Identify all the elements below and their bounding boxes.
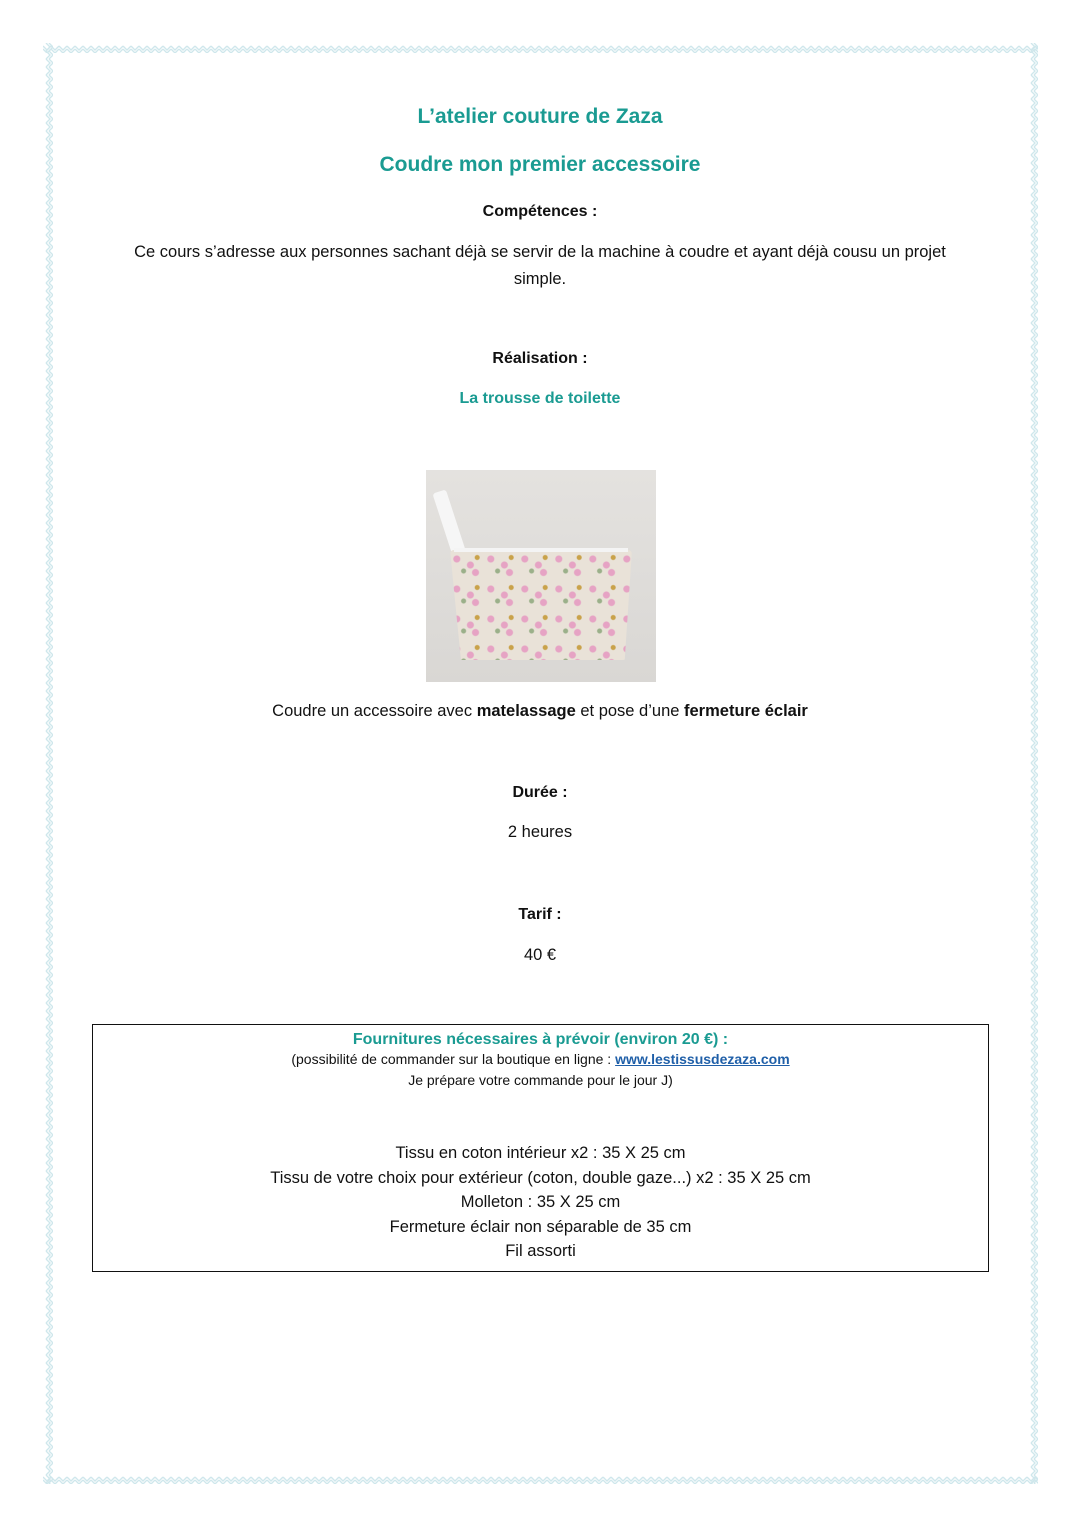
- tarif-label: Tarif :: [518, 906, 562, 923]
- document-title: L’atelier couture de Zaza: [417, 105, 663, 128]
- supplies-note-prefix: (possibilité de commander sur la boutique en ligne :: [291, 1051, 616, 1067]
- supplies-note-line2: Je prépare votre commande pour le jour J): [408, 1072, 673, 1088]
- border-top: [43, 43, 1038, 53]
- border-bottom: [43, 1474, 1038, 1484]
- pouch-zipper: [454, 548, 628, 552]
- supplies-title: Fournitures nécessaires à prévoir (environ 20 €) :: [352, 1031, 729, 1048]
- tarif-value: 40 €: [523, 946, 557, 964]
- floral-pouch: [450, 550, 632, 660]
- supplies-box: [92, 1024, 989, 1272]
- supplies-list: [93, 1141, 988, 1264]
- caption-bold-fermeture: fermeture éclair: [684, 702, 808, 720]
- supply-item: Tissu en coton intérieur x2 : 35 X 25 cm: [395, 1144, 686, 1162]
- project-photo: [426, 470, 656, 682]
- duree-label: Durée :: [512, 784, 568, 801]
- project-name: La trousse de toilette: [459, 390, 621, 407]
- competences-label: Compétences :: [482, 203, 598, 220]
- caption-text: et pose d’une: [575, 702, 685, 720]
- pouch-ribbon: [432, 489, 465, 554]
- project-caption: [0, 702, 1080, 721]
- caption-bold-matelassage: matelassage: [476, 702, 576, 720]
- supply-item: Fermeture éclair non séparable de 35 cm: [389, 1217, 692, 1236]
- shop-link[interactable]: www.lestissusdezaza.com: [615, 1051, 790, 1067]
- caption-text: Coudre un accessoire avec: [272, 702, 477, 720]
- supplies-note: [93, 1049, 988, 1091]
- border-left: [43, 43, 53, 1484]
- duree-value: 2 heures: [507, 823, 573, 841]
- supply-item: Fil assorti: [505, 1242, 576, 1260]
- supply-item: Molleton : 35 X 25 cm: [460, 1193, 621, 1211]
- border-right: [1028, 43, 1038, 1484]
- supply-item: Tissu de votre choix pour extérieur (coton, double gaze...) x2 : 35 X 25 cm: [270, 1168, 811, 1187]
- realisation-label: Réalisation :: [492, 350, 588, 367]
- competences-text: Ce cours s’adresse aux personnes sachant déjà se servir de la machine à coudre et ayant déjà cousu un projet simple.: [134, 243, 946, 288]
- document-subtitle: Coudre mon premier accessoire: [379, 153, 701, 176]
